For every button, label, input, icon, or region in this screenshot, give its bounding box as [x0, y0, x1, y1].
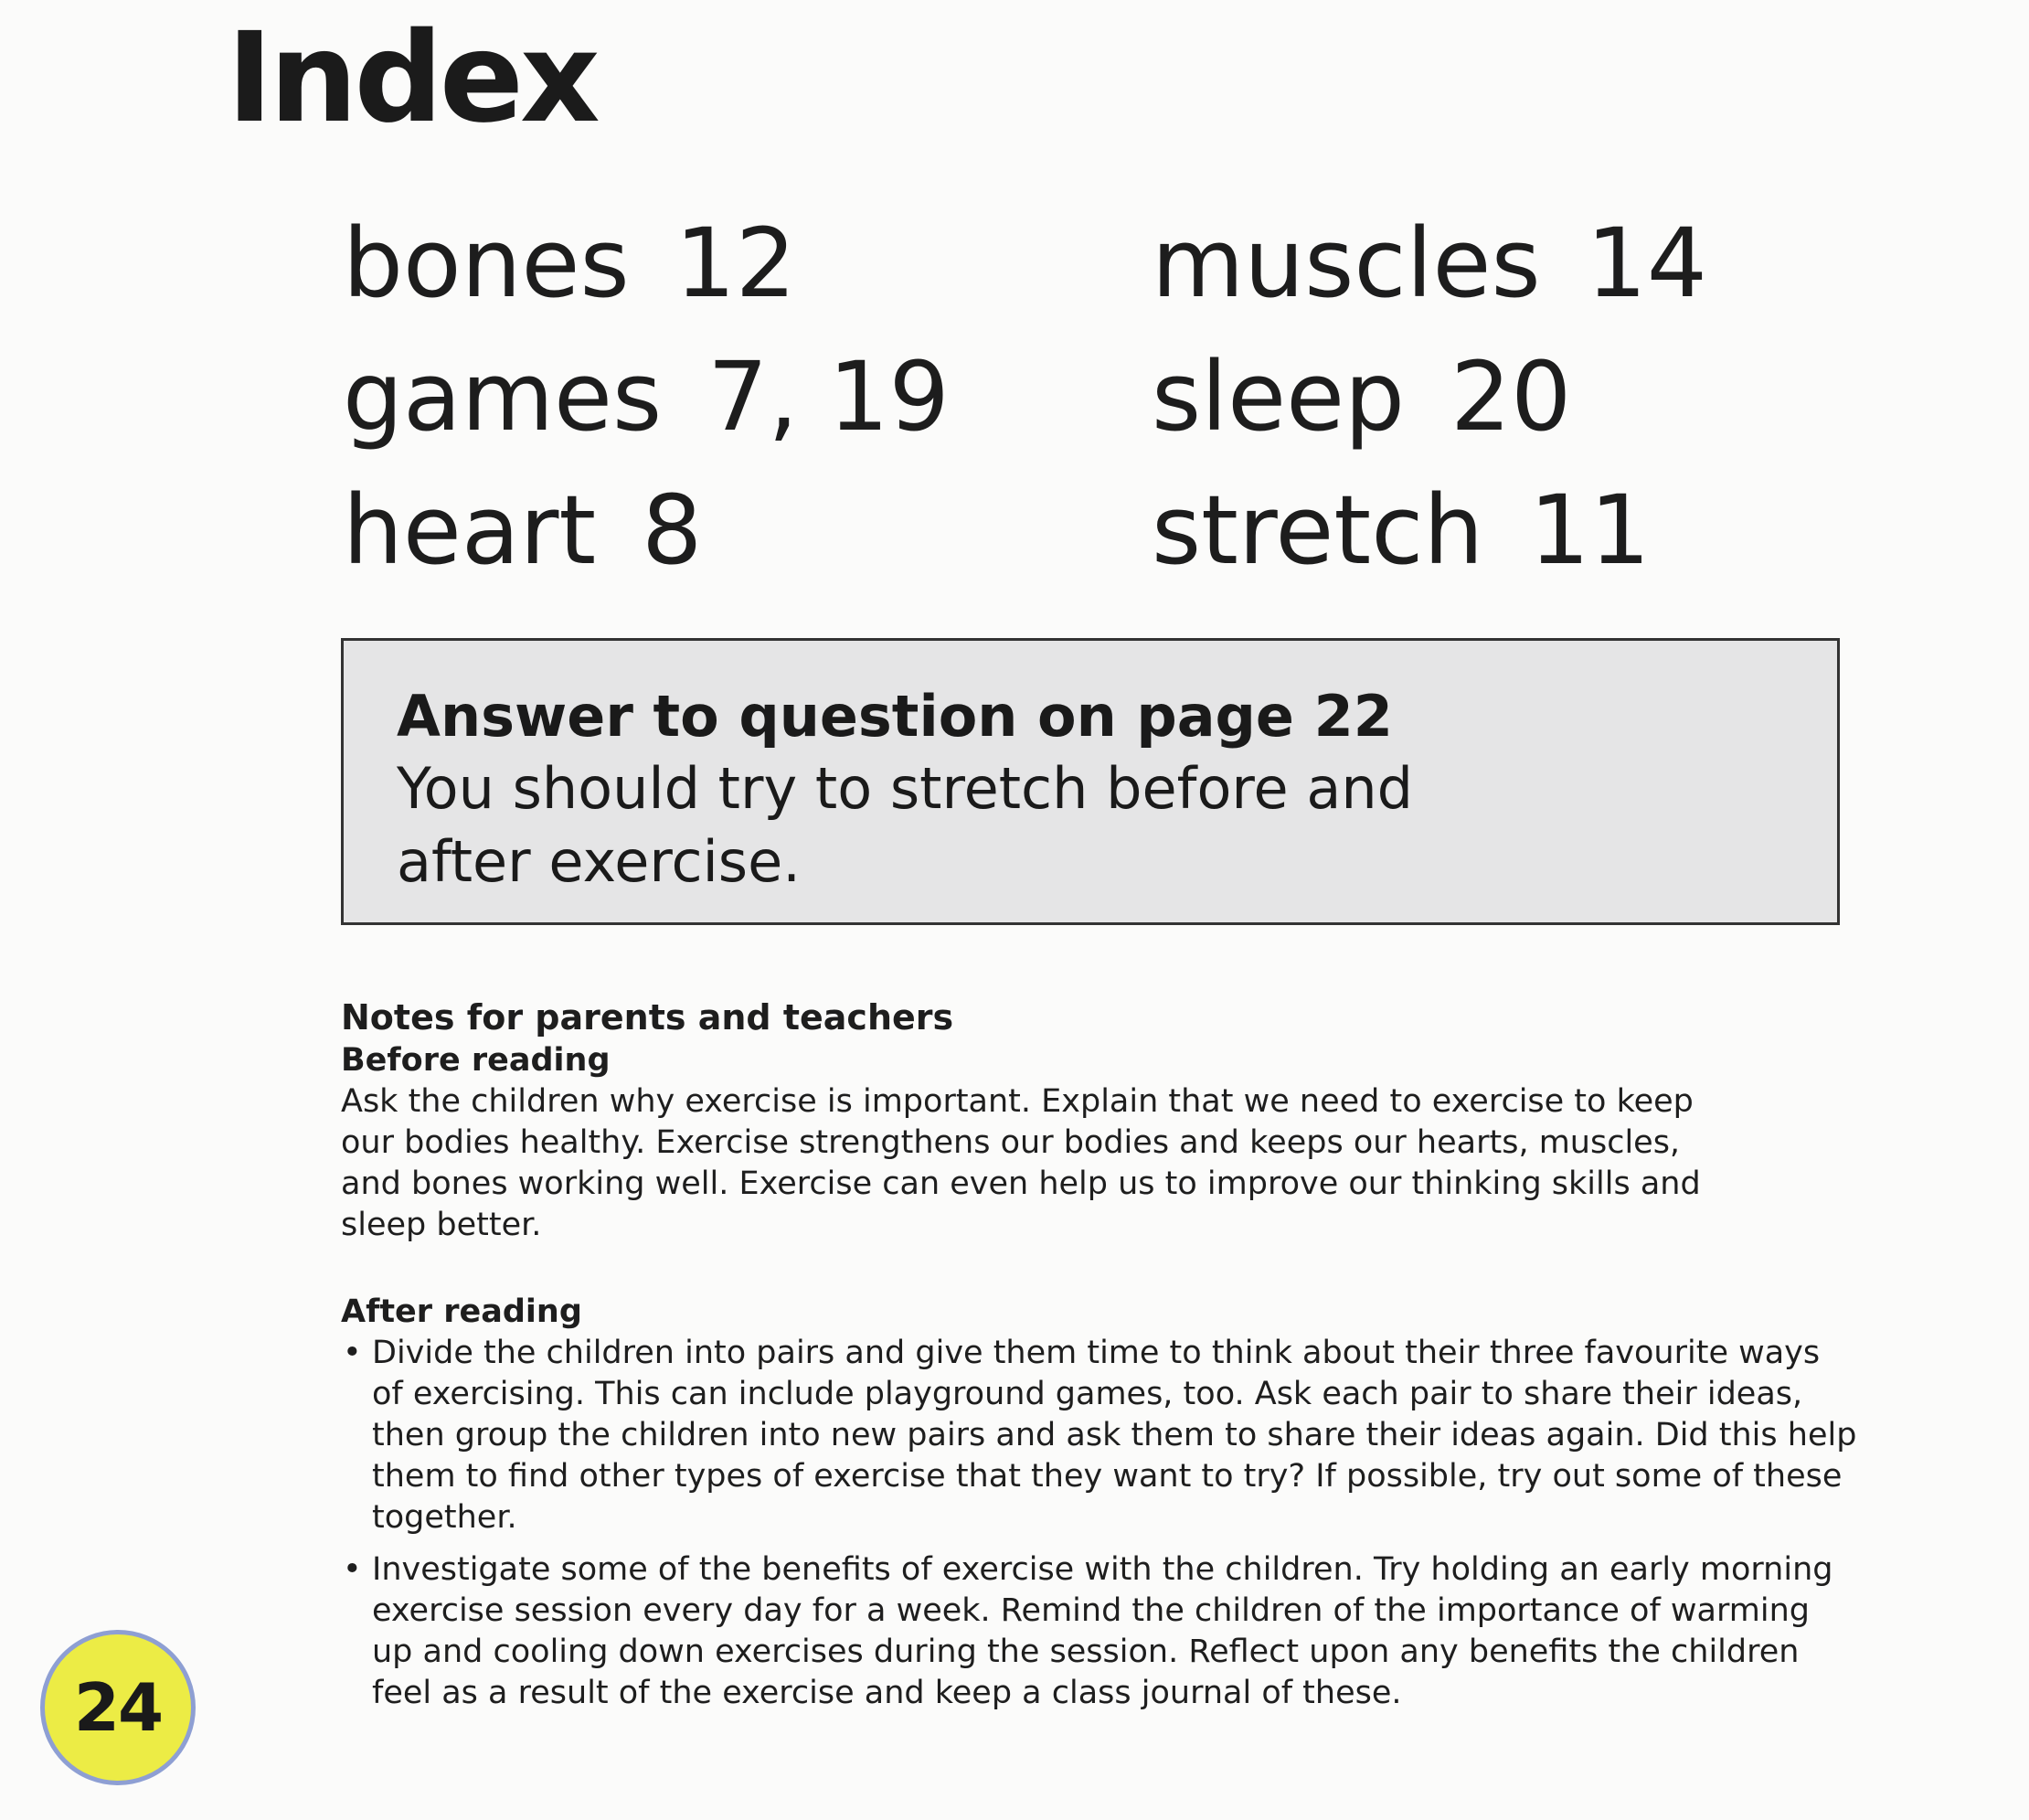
answer-text: You should try to stretch before and after exercise.	[397, 755, 1414, 895]
index-entry	[343, 463, 950, 597]
list-item	[341, 1549, 1858, 1714]
after-reading-list	[341, 1333, 1858, 1714]
index-term: games	[343, 341, 663, 452]
index-entry	[1152, 463, 1707, 597]
answer-heading: Answer to question on page 22	[397, 683, 1393, 750]
before-reading-text: Ask the children why exercise is important. Explain that we need to exercise to keep our bodies healthy. Exercise strengthens our bodies and keeps our hearts, muscles, and bones working well. Exercise can even help us to improve our thinking skills and sleep better.	[341, 1083, 1701, 1243]
index-entry	[343, 330, 950, 463]
index-pages: 14	[1586, 208, 1707, 319]
index-term: stretch	[1152, 474, 1484, 586]
bullet-icon: •	[343, 1551, 362, 1588]
index-term: heart	[343, 474, 597, 586]
page-title: Index	[227, 6, 597, 151]
index-term: sleep	[1152, 341, 1406, 452]
list-item	[341, 1333, 1858, 1538]
bullet-icon: •	[343, 1335, 362, 1371]
index-entry	[1152, 330, 1707, 463]
before-reading-heading: Before reading	[341, 1042, 611, 1079]
index-pages: 8	[642, 474, 703, 586]
index-entry	[343, 197, 950, 330]
index-term: bones	[343, 208, 630, 319]
index-column-left	[343, 197, 950, 597]
index-pages: 7, 19	[707, 341, 950, 452]
answer-box	[341, 638, 1840, 925]
notes-section	[341, 995, 1858, 1725]
list-item-text: Investigate some of the benefits of exercise with the children. Try holding an early morning exercise session every day for a week. Remind the children of the importance of warming up and cooling down exercises during the session. Reflect upon any benefits the children feel as a result of the exercise and keep a class journal of these.	[372, 1551, 1833, 1711]
index-pages: 12	[675, 208, 796, 319]
after-reading-heading: After reading	[341, 1293, 582, 1330]
list-item-text: Divide the children into pairs and give them time to think about their three favourite ways of exercising. This can include playground games, too. Ask each pair to share their ideas, then group the children into new pairs and ask them to share their ideas again. Did this help them to find other types of exercise that they want to try? If possible, try out some of these together.	[372, 1335, 1857, 1536]
index-term: muscles	[1152, 208, 1541, 319]
page-number: 24	[73, 1669, 163, 1746]
index-pages: 20	[1450, 341, 1572, 452]
notes-title: Notes for parents and teachers	[341, 997, 954, 1038]
index-pages: 11	[1529, 474, 1651, 586]
page-number-badge	[40, 1630, 196, 1785]
index-entry	[1152, 197, 1707, 330]
index-column-right	[1152, 197, 1707, 597]
